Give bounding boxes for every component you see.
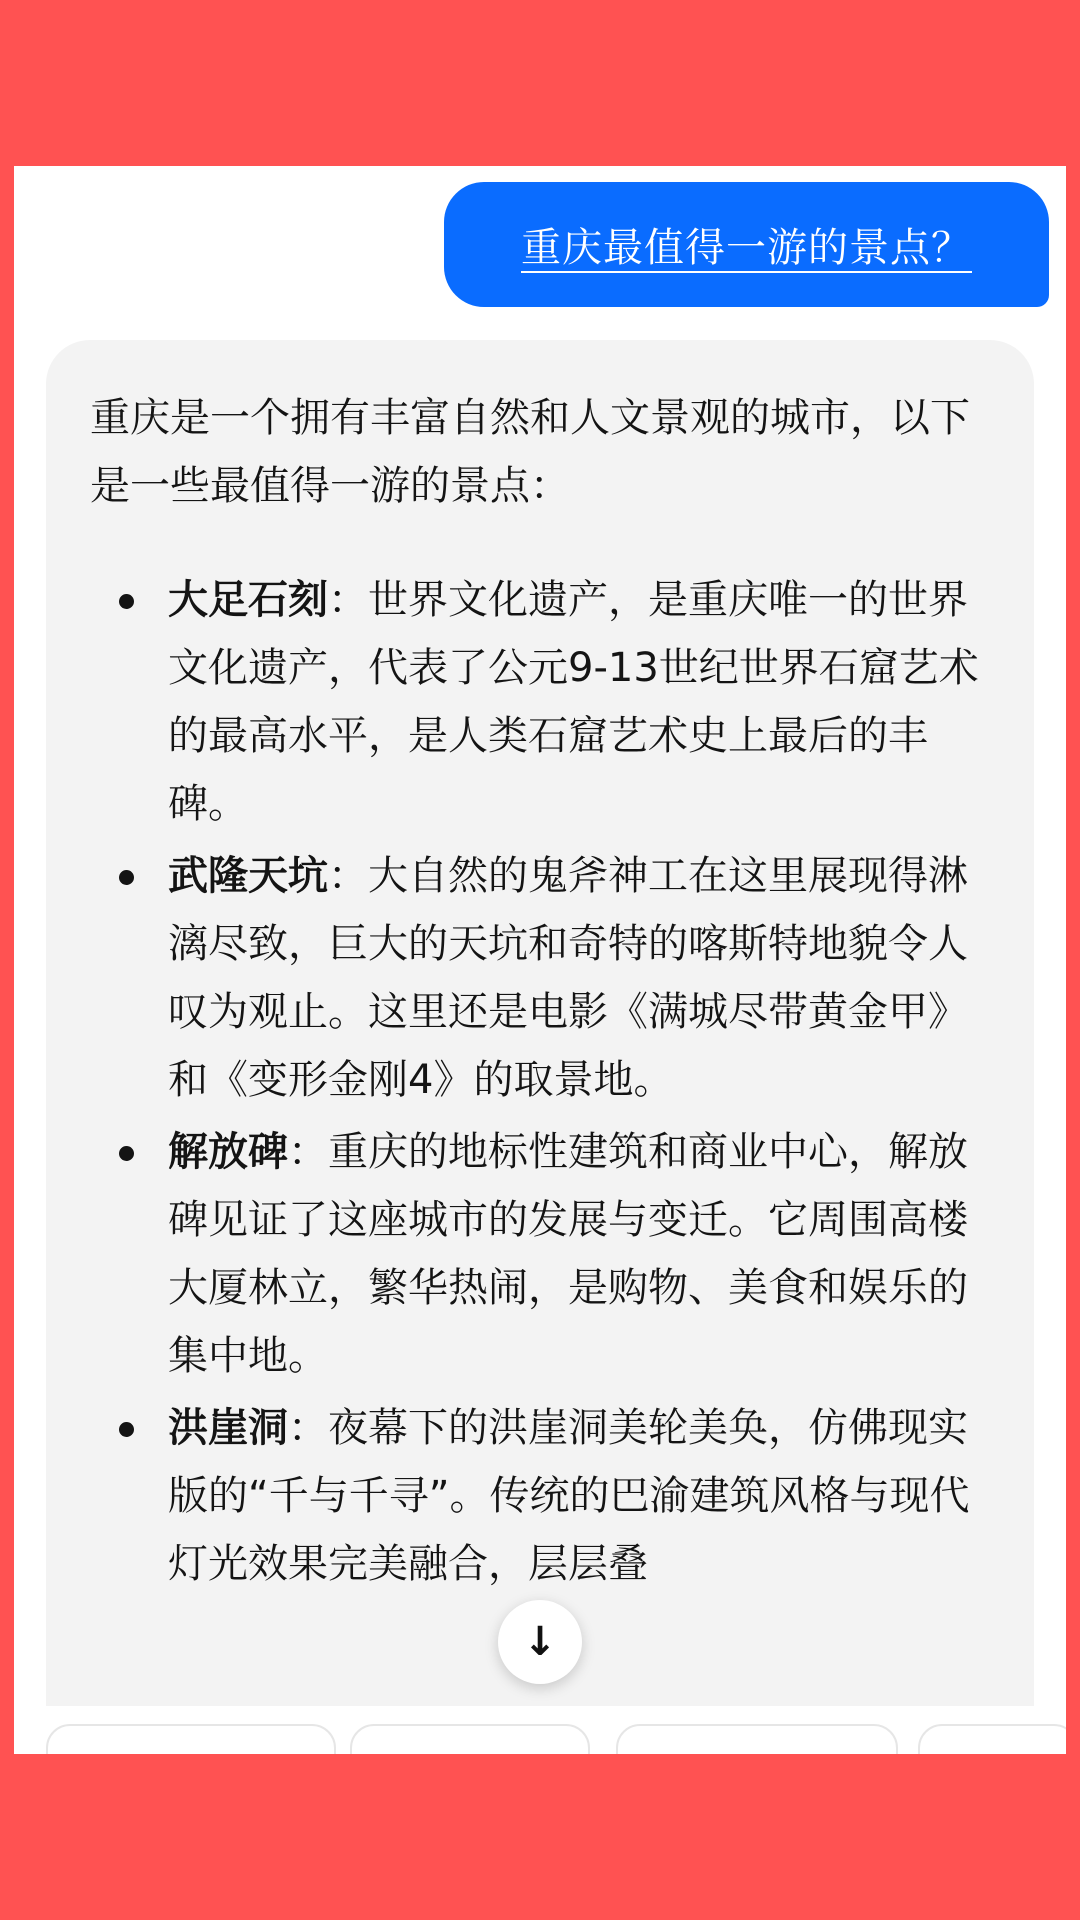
- separator: ：: [288, 1129, 328, 1175]
- attraction-description: 重庆的地标性建筑和商业中心，解放碑见证了这座城市的发展与变迁。它周围高楼大厦林立，繁华热闹，是购物、美食和娱乐的集中地。: [168, 1129, 968, 1379]
- attraction-description: 大自然的鬼斧神工在这里展现得淋漓尽致，巨大的天坑和奇特的喀斯特地貌令人叹为观止。这里还是电影《满城尽带黄金甲》和《变形金刚4》的取景地。: [168, 853, 968, 1103]
- user-message-bubble[interactable]: [444, 182, 1049, 307]
- suggestion-chips-row: [14, 1706, 1066, 1754]
- attraction-name: 大足石刻: [168, 577, 328, 623]
- attraction-description: 夜幕下的洪崖洞美轮美奂，仿佛现实版的“千与千寻”。传统的巴渝建筑风格与现代灯光效果完美融合，层层叠: [168, 1405, 970, 1587]
- assistant-message-content: [46, 340, 1034, 1598]
- bullet-icon: [119, 1146, 134, 1161]
- attraction-description: 世界文化遗产，是重庆唯一的世界文化遗产，代表了公元9-13世纪世界石窟艺术的最高水平，是人类石窟艺术史上最后的丰碑。: [168, 577, 979, 827]
- list-item: [90, 1118, 990, 1390]
- suggestion-chip[interactable]: [918, 1724, 1066, 1754]
- user-question-text[interactable]: 重庆最值得一游的景点？: [521, 225, 972, 271]
- separator: ：: [288, 1405, 328, 1451]
- arrow-down-icon: ↓: [523, 1619, 557, 1665]
- attraction-name: 解放碑: [168, 1129, 288, 1175]
- assistant-message-bubble: [46, 340, 1034, 1754]
- suggestion-chip[interactable]: [616, 1724, 898, 1754]
- bullet-icon: [119, 594, 134, 609]
- list-item: [90, 566, 990, 838]
- attraction-list: [90, 566, 990, 1598]
- attraction-name: 武隆天坑: [168, 853, 328, 899]
- separator: ：: [328, 577, 368, 623]
- list-item: [90, 842, 990, 1114]
- list-item: [90, 1394, 990, 1598]
- separator: ：: [328, 853, 368, 899]
- chat-screen: [14, 166, 1066, 1754]
- answer-intro: 重庆是一个拥有丰富自然和人文景观的城市，以下是一些最值得一游的景点：: [90, 395, 970, 509]
- attraction-name: 洪崖洞: [168, 1405, 288, 1451]
- suggestion-chip[interactable]: [46, 1724, 336, 1754]
- suggestion-chip[interactable]: [350, 1724, 590, 1754]
- bullet-icon: [119, 870, 134, 885]
- bullet-icon: [119, 1422, 134, 1437]
- scroll-to-bottom-button[interactable]: [498, 1600, 582, 1684]
